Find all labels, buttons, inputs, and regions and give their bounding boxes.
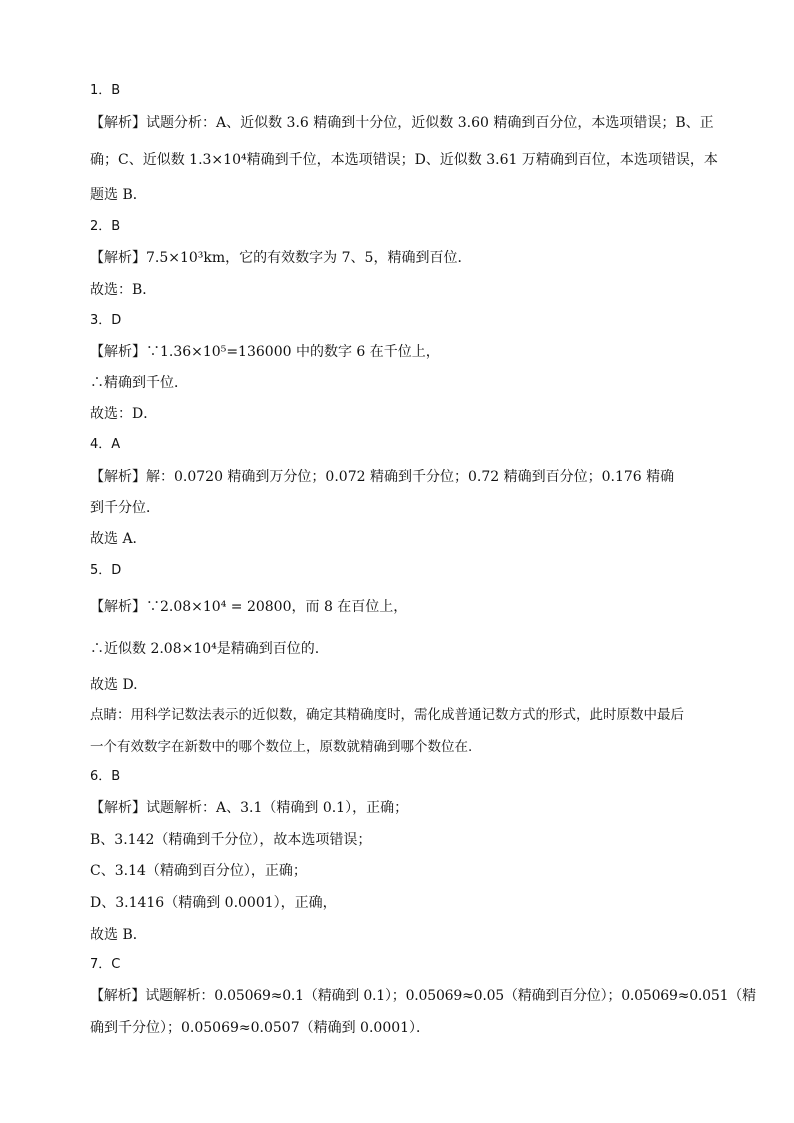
answer-2-line-1: 【解析】7.5×10³km，它的有效数字为 7、5，精确到百位． <box>90 250 472 266</box>
answer-2-number: 2．B <box>90 219 121 234</box>
answer-7-line-1: 【解析】试题解析：0.05069≈0.1（精确到 0.1）；0.05069≈0.05（精确到百分位）；0.05069≈0.051（精 <box>90 988 756 1004</box>
answer-5-line-1: 【解析】∵2.08×10⁴ = 20800，而 8 在百位上， <box>90 599 408 615</box>
answer-6-number: 6．B <box>90 769 121 784</box>
answer-1-number: 1．B <box>90 83 121 98</box>
answer-5-line-3: 故选 D. <box>90 677 138 693</box>
answer-5-note-line-1: 点睛：用科学记数法表示的近似数，确定其精确度时，需化成普通记数方式的形式，此时原数中最后 <box>90 707 684 723</box>
answer-3-line-3: 故选：D． <box>90 406 158 422</box>
answer-4-line-2: 到千分位． <box>90 500 160 516</box>
answer-2-line-2: 故选：B． <box>90 282 157 298</box>
answer-6-line-3: C、3.14（精确到百分位），正确； <box>90 863 307 879</box>
answer-5-line-2: ∴近似数 2.08×10⁴是精确到百位的. <box>90 641 320 657</box>
answer-1-line-3: 题选 B． <box>90 187 147 203</box>
answer-7-number: 7．C <box>90 957 121 972</box>
answer-6-line-1: 【解析】试题解析：A、3.1（精确到 0.1），正确； <box>90 800 409 816</box>
answer-6-line-4: D、3.1416（精确到 0.0001），正确， <box>90 895 337 911</box>
answer-4-number: 4．A <box>90 437 121 452</box>
answer-3-line-2: ∴精确到千位． <box>90 375 188 391</box>
answer-3-line-1: 【解析】∵1.36×10⁵=136000 中的数字 6 在千位上， <box>90 344 440 360</box>
answer-6-line-5: 故选 B． <box>90 927 147 943</box>
answer-4-line-1: 【解析】解：0.0720 精确到万分位；0.072 精确到千分位；0.72 精确到百分位；0.176 精确 <box>90 469 675 485</box>
answer-6-line-2: B、3.142（精确到千分位），故本选项错误； <box>90 832 372 848</box>
answer-7-line-2: 确到千分位）；0.05069≈0.0507（精确到 0.0001）． <box>90 1020 431 1036</box>
answer-1-line-2: 确；C、近似数 1.3×10⁴精确到千位，本选项错误；D、近似数 3.61 万精确到百位，本选项错误，本 <box>90 152 718 168</box>
answer-1-line-1: 【解析】试题分析：A、近似数 3.6 精确到十分位，近似数 3.60 精确到百分位，本选项错误；B、正 <box>90 115 714 131</box>
answer-3-number: 3．D <box>90 313 122 328</box>
answer-4-line-3: 故选 A． <box>90 531 147 547</box>
answer-5-note-line-2: 一个有效数字在新数中的哪个数位上，原数就精确到哪个数位在. <box>90 739 473 755</box>
answer-5-number: 5．D <box>90 563 122 578</box>
